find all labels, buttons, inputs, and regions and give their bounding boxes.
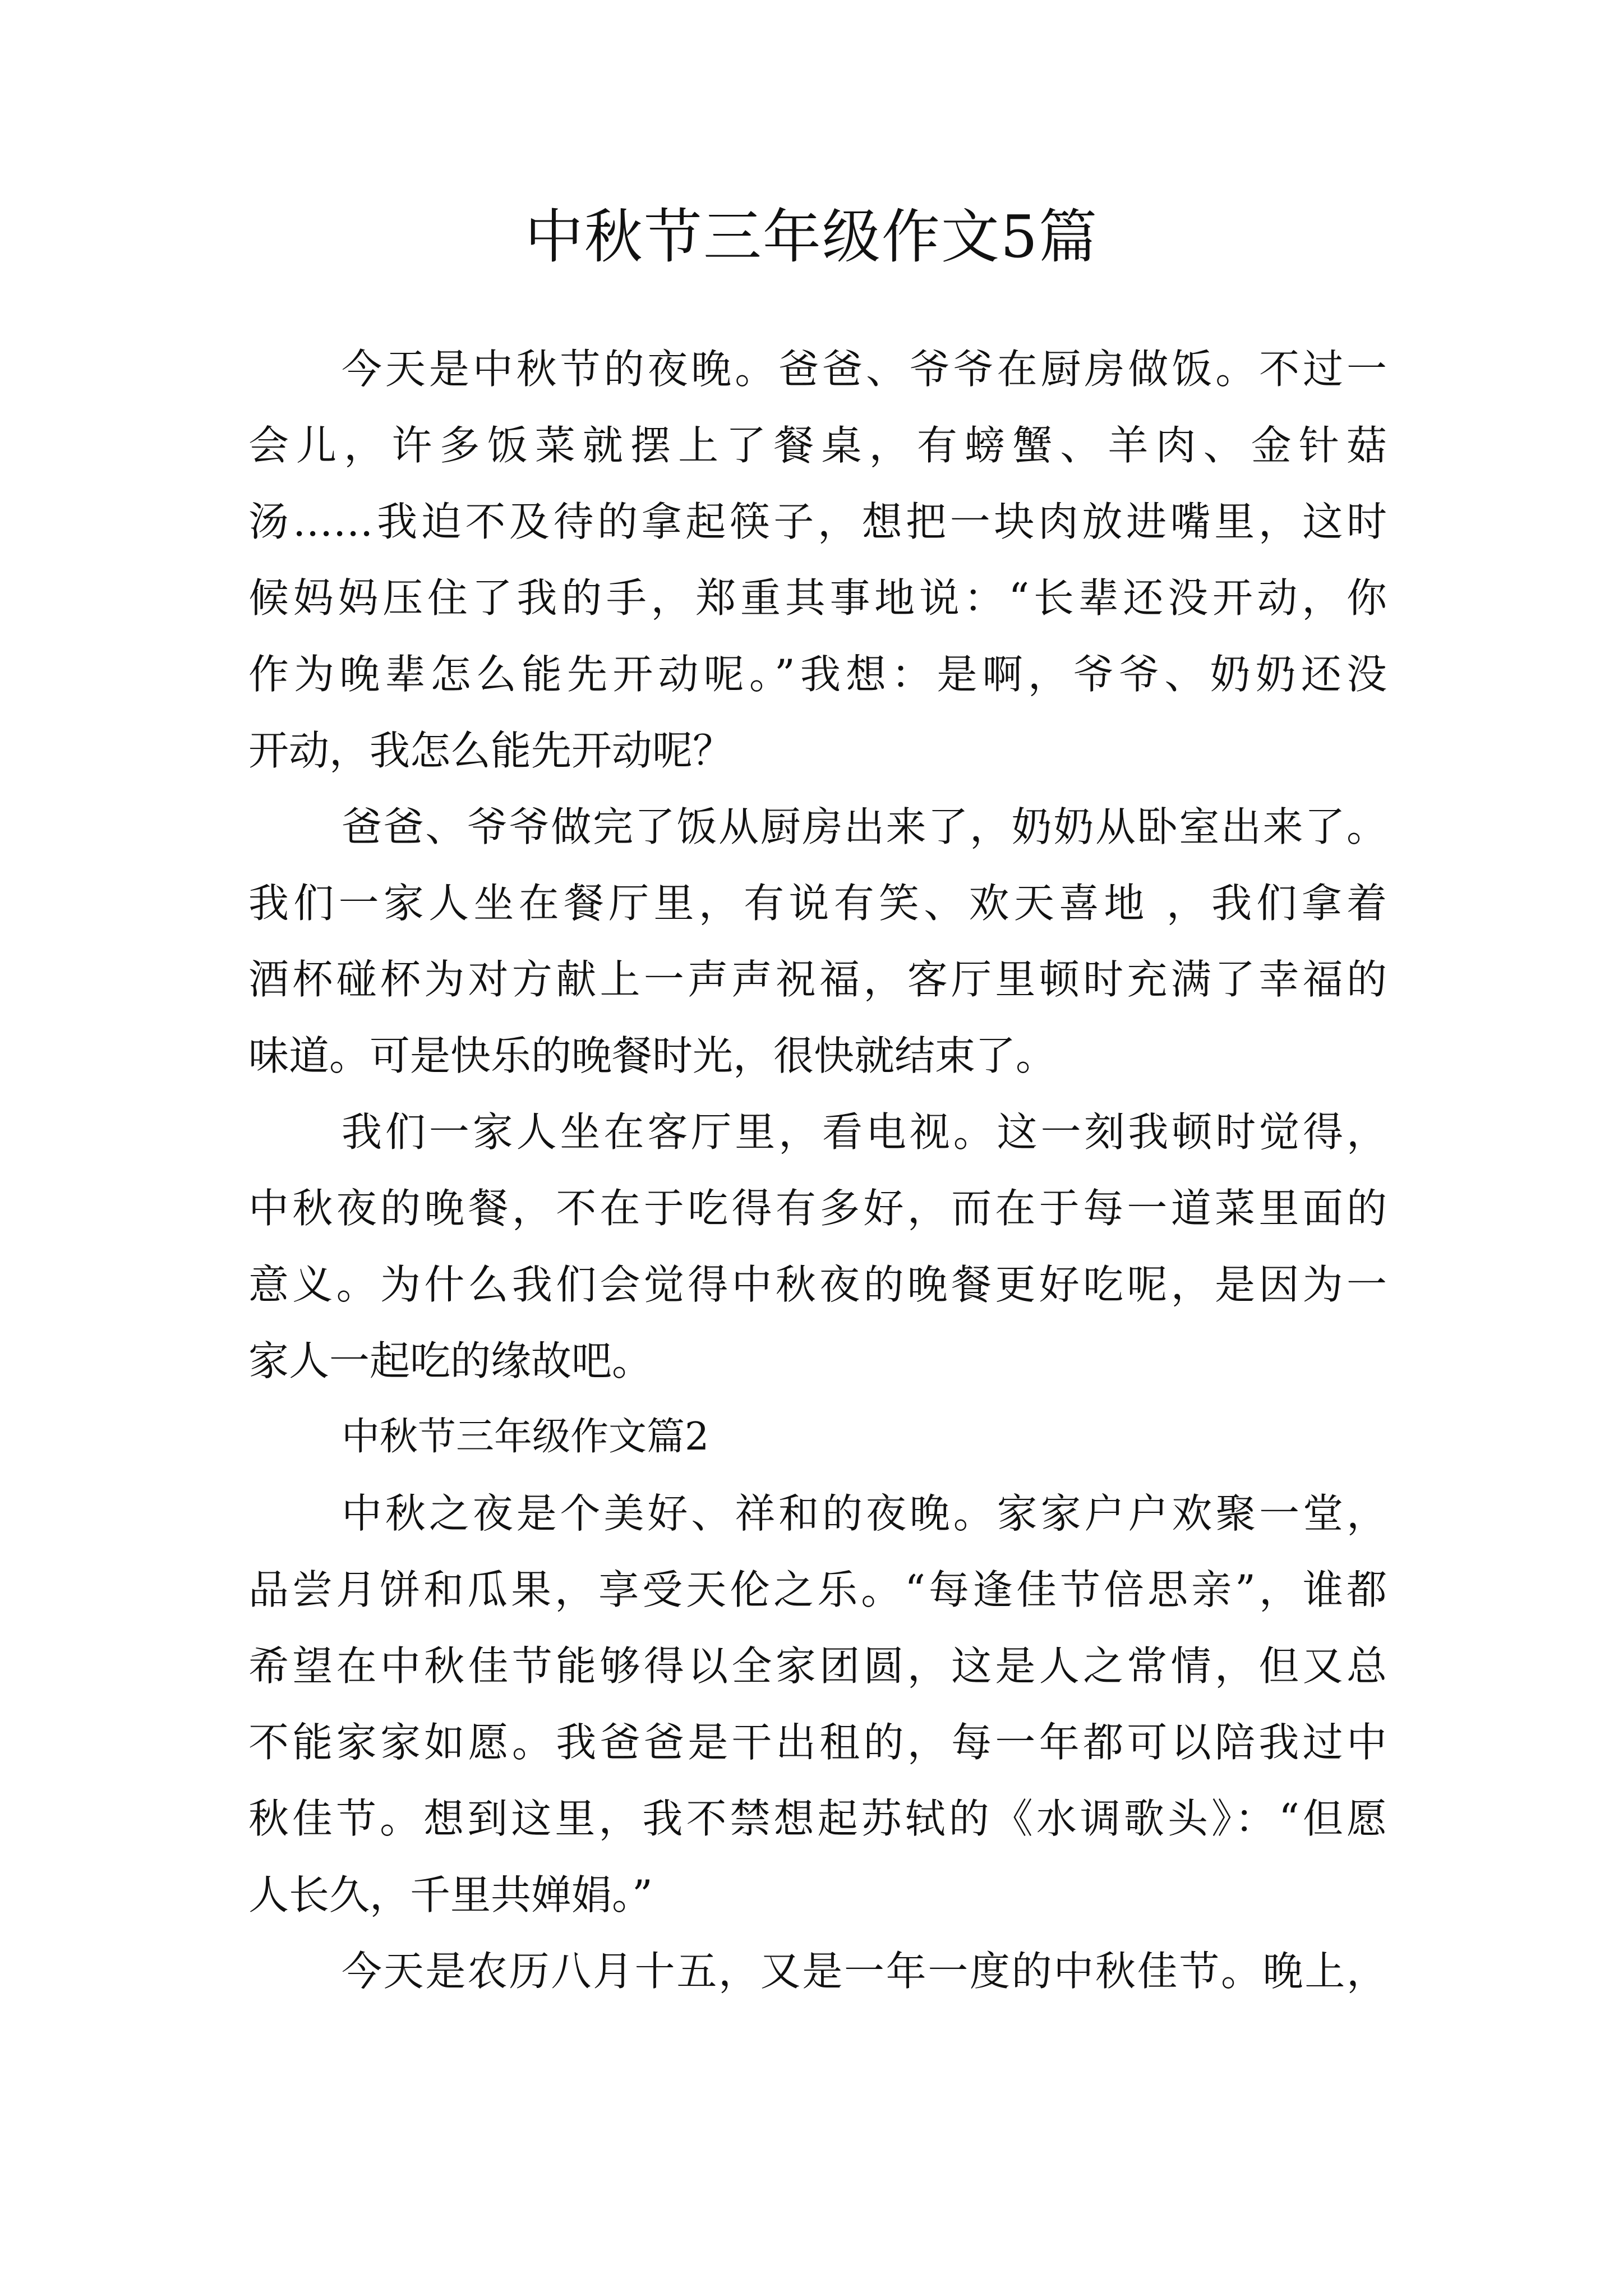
paragraph-line: 秋佳节。想到这里，我不禁想起苏轼的《水调歌头》：“但愿 xyxy=(248,1795,1387,1842)
paragraph-line: 酒杯碰杯为对方献上一声声祝福，客厅里顿时充满了幸福的 xyxy=(248,956,1387,1003)
paragraph-line: 家人一起吃的缘故吧。 xyxy=(248,1337,653,1384)
section-heading: 中秋节三年级作文篇2 xyxy=(342,1415,709,1459)
paragraph-line: 不能家家如愿。我爸爸是干出租的，每一年都可以陪我过中 xyxy=(248,1719,1387,1766)
paragraph-line: 人长久，千里共婵娟。” xyxy=(248,1871,653,1918)
paragraph-line: 汤……我迫不及待的拿起筷子，想把一块肉放进嘴里，这时 xyxy=(248,498,1387,545)
paragraph-line: 作为晚辈怎么能先开动呢。”我想：是啊，爷爷、奶奶还没 xyxy=(248,651,1387,698)
paragraph-line: 爸爸、爷爷做完了饭从厨房出来了，奶奶从卧室出来了。 xyxy=(342,803,1387,850)
paragraph-line: 希望在中秋佳节能够得以全家团圆，这是人之常情，但又总 xyxy=(248,1642,1387,1690)
paragraph-line: 开动，我怎么能先开动呢？ xyxy=(248,727,734,774)
paragraph-line: 今天是农历八月十五，又是一年一度的中秋佳节。晚上， xyxy=(342,1948,1387,1995)
paragraph-line: 意义。为什么我们会觉得中秋夜的晚餐更好吃呢，是因为一 xyxy=(248,1261,1387,1308)
paragraph-line: 会儿，许多饭菜就摆上了餐桌，有螃蟹、羊肉、金针菇 xyxy=(248,422,1387,469)
paragraph-line: 我们一家人坐在客厅里，看电视。这一刻我顿时觉得， xyxy=(342,1108,1387,1156)
paragraph-line: 中秋夜的晚餐，不在于吃得有多好，而在于每一道菜里面的 xyxy=(248,1185,1387,1232)
paragraph-line: 候妈妈压住了我的手，郑重其事地说：“长辈还没开动，你 xyxy=(248,574,1387,622)
paragraph-line: 品尝月饼和瓜果，享受天伦之乐。“每逢佳节倍思亲”，谁都 xyxy=(248,1566,1387,1613)
paragraph-line: 我们一家人坐在餐厅里，有说有笑、欢天喜地 ，我们拿着 xyxy=(248,880,1387,927)
document-body xyxy=(248,331,1387,2009)
paragraph-line: 中秋之夜是个美好、祥和的夜晚。家家户户欢聚一堂， xyxy=(342,1490,1387,1537)
paragraph-line: 今天是中秋节的夜晚。爸爸、爷爷在厨房做饭。不过一 xyxy=(342,346,1387,393)
paragraph-line: 味道。可是快乐的晚餐时光，很快就结束了。 xyxy=(248,1032,1057,1079)
document-title: 中秋节三年级作文5篇 xyxy=(524,203,1099,271)
